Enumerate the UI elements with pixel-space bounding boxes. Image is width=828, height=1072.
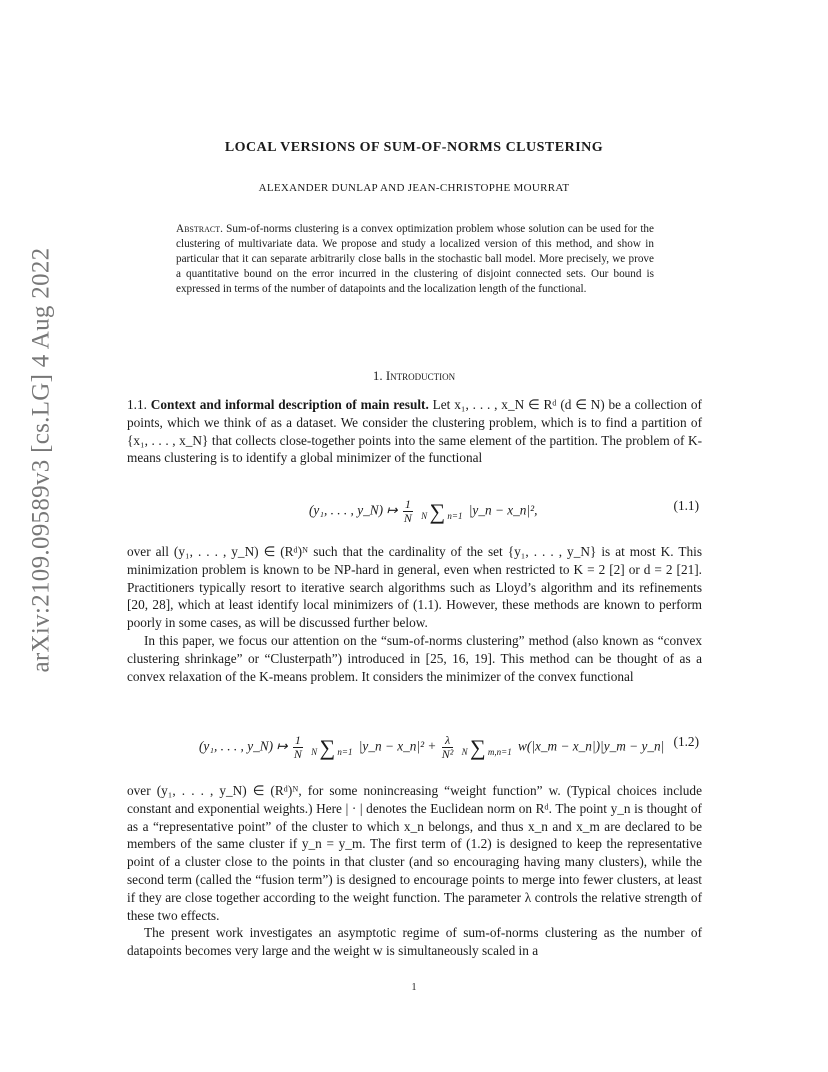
equation-1-1 (127, 488, 702, 528)
arxiv-identifier: arXiv:2109.09589v3 [cs.LG] 4 Aug 2022 (27, 247, 55, 673)
abstract-label: Abstract. (176, 223, 223, 235)
subsection-title: Context and informal description of main result. (150, 397, 429, 412)
intro-paragraph (127, 396, 702, 467)
body-paragraph-1 (127, 543, 702, 685)
eq1-fraction (403, 498, 413, 525)
eq2-frac1-num: 1 (294, 733, 301, 747)
eq1-sum-top: N (421, 510, 428, 521)
eq2-fraction-2 (442, 734, 454, 761)
section-number: 1. (372, 368, 383, 383)
eq2-sum1-top: N (311, 746, 318, 757)
eq1-frac-den: N (403, 511, 412, 525)
eq2-sum2-top: N (461, 746, 468, 757)
eq2-sum-2 (461, 734, 512, 760)
eq2-fraction-1 (293, 734, 303, 761)
abstract (176, 222, 654, 297)
section-title: Introduction (385, 368, 456, 383)
eq2-frac2-den: N² (441, 747, 454, 761)
eq2-term1: |y_n − x_n|² + (358, 738, 437, 754)
eq1-lhs: (y₁, . . . , y_N) ↦ (309, 502, 398, 518)
section-heading (0, 368, 828, 384)
body-paragraph-2 (127, 782, 702, 960)
para4-text: The present work investigates an asymptotic regime of sum-of-norms clustering as the number of datapoints becomes very large and the weight w is simultaneously scaled in a (127, 925, 702, 959)
eq2-sum-1 (311, 734, 353, 760)
eq2-number: (1.2) (673, 734, 699, 749)
subsection-number: 1.1. (127, 397, 147, 412)
sum-symbol: ∑ (319, 734, 336, 760)
eq1-number: (1.1) (673, 498, 699, 513)
eq1-term: |y_n − x_n|², (468, 502, 538, 518)
sum-symbol: ∑ (469, 734, 486, 760)
eq2-term2: w(|x_m − x_n|)|y_m − y_n| (518, 738, 665, 754)
eq2-sum1-bottom: n=1 (337, 746, 353, 757)
paper-title: LOCAL VERSIONS OF SUM-OF-NORMS CLUSTERING (224, 140, 604, 155)
para3-text: over (y₁, . . . , y_N) ∈ (Rᵈ)ᴺ, for some nonincreasing “weight function” w. (Typical choices include constant and exponential weights.) Here | · | denotes the Euclidean norm on Rᵈ. The point y_n is thought of as a “representative point” of the cluster to which x_n belongs, and thus x_n and x_m are declared to be members of the same cluster if y_n = y_m. The first term of (1.2) is designed to keep the representative point of a cluster close to the points in that cluster (and so encouraging having many clusters), while the second term (called the “fusion term”) is designed to encourage points to merge into fewer clusters, at least if they are close together according to the weight function. The parameter λ controls the relative strength of these two effects. (127, 783, 702, 923)
para2-text: In this paper, we focus our attention on the “sum-of-norms clustering” method (also known as “convex clustering shrinkage” or “Clusterpath”) introduced in [25, 16, 19]. This method can be thought of as a convex relaxation of the K-means problem. It considers the minimizer of the convex functional (127, 632, 702, 684)
eq1-frac-num: 1 (404, 497, 411, 511)
eq1-sum-bottom: n=1 (447, 510, 463, 521)
abstract-text: Sum-of-norms clustering is a convex optimization problem whose solution can be used for the clustering of multivariate data. We propose and study a localized version of this method, and show in particular that it can separate arbitrarily close balls in the stochastic ball model. More precisely, we prove a quantitative bound on the error incurred in the clustering of disjoint connected sets. Our bound is expressed in terms of the number of datapoints and the localization length of the functional. (176, 223, 654, 295)
eq2-lhs: (y₁, . . . , y_N) ↦ (199, 738, 288, 754)
paper-authors: ALEXANDER DUNLAP AND JEAN-CHRISTOPHE MOURRAT (258, 182, 570, 194)
para1-text: over all (y₁, . . . , y_N) ∈ (Rᵈ)ᴺ such that the cardinality of the set {y₁, . . . , y_N} is at most K. This minimization problem is known to be NP-hard in general, even when restricted to K = 2 [2] or d = 2 [21]. Practitioners typically resort to iterative search algorithms such as Lloyd’s algorithm and its refinements [20, 28], which at least identify local minimizers of (1.1). However, these methods are known to perform poorly in some cases, as will be discussed further below. (127, 544, 702, 631)
eq2-frac2-num: λ (442, 734, 454, 748)
sum-symbol: ∑ (429, 498, 446, 524)
page-number: 1 (411, 982, 417, 993)
eq2-sum2-bottom: m,n=1 (487, 746, 512, 757)
eq2-frac1-den: N (293, 747, 302, 761)
subsection-lead: Let x₁, . . . , x_N ∈ Rᵈ (d ∈ N) be a collection of points, which we think of as a dataset. We consider the clustering problem, which is to find a partition of {x₁, . . . , x_N} that collects close-together points into the same element of the partition. The problem of K-means clustering is to identify a global minimizer of the functional (127, 397, 702, 466)
eq1-sum (421, 498, 463, 524)
arxiv-stamp (18, 130, 64, 790)
equation-1-2 (127, 724, 702, 764)
